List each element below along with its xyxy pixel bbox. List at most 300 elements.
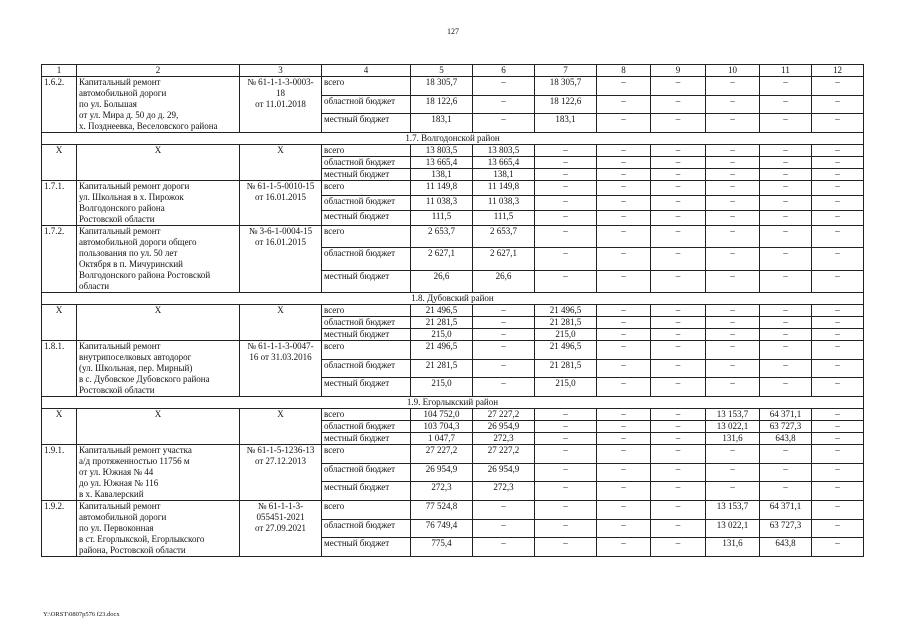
amount-cell: – bbox=[706, 211, 760, 226]
amount-cell: – bbox=[597, 95, 651, 114]
amount-cell: – bbox=[597, 211, 651, 226]
amount-cell: – bbox=[651, 421, 706, 433]
cell-line: от 16.01.2015 bbox=[254, 192, 307, 202]
row-number: 1.7.1. bbox=[42, 181, 77, 226]
column-number: 10 bbox=[706, 65, 760, 77]
cell-line: (ул. Школьная, пер. Мирный) bbox=[79, 363, 193, 373]
cell-line: в х. Кавалерский bbox=[79, 489, 144, 499]
cell-line: от 27.09.2021 bbox=[254, 523, 307, 533]
amount-cell: 2 627,1 bbox=[473, 248, 535, 270]
funding-source: местный бюджет bbox=[322, 538, 411, 557]
cell-line: Ростовской области bbox=[79, 214, 155, 224]
amount-cell: – bbox=[760, 248, 812, 270]
expertise-doc bbox=[240, 445, 322, 501]
table-row bbox=[42, 145, 864, 157]
cell-line: Х bbox=[154, 409, 162, 419]
amount-cell: – bbox=[651, 248, 706, 270]
amount-cell: – bbox=[651, 145, 706, 157]
object-name bbox=[77, 181, 240, 226]
amount-cell: – bbox=[812, 433, 864, 445]
amount-cell: 18 305,7 bbox=[411, 77, 473, 96]
amount-cell: – bbox=[473, 341, 535, 360]
amount-cell: – bbox=[473, 359, 535, 378]
amount-cell: 77 524,8 bbox=[411, 501, 473, 520]
amount-cell: – bbox=[760, 305, 812, 317]
amount-cell: – bbox=[760, 359, 812, 378]
amount-cell: 183,1 bbox=[535, 114, 597, 133]
amount-cell: – bbox=[812, 519, 864, 538]
amount-cell: 103 704,3 bbox=[411, 421, 473, 433]
row-number: 1.8.1. bbox=[42, 341, 77, 397]
funding-source: местный бюджет bbox=[322, 482, 411, 501]
amount-cell: – bbox=[597, 145, 651, 157]
amount-cell: – bbox=[760, 329, 812, 341]
row-number: Х bbox=[42, 145, 77, 181]
funding-source: областной бюджет bbox=[322, 196, 411, 211]
amount-cell: – bbox=[473, 519, 535, 538]
amount-cell: – bbox=[535, 145, 597, 157]
amount-cell: – bbox=[651, 226, 706, 248]
amount-cell: – bbox=[535, 445, 597, 464]
amount-cell: – bbox=[760, 317, 812, 329]
amount-cell: – bbox=[597, 482, 651, 501]
amount-cell: – bbox=[706, 95, 760, 114]
amount-cell: 26,6 bbox=[411, 270, 473, 292]
amount-cell: – bbox=[760, 145, 812, 157]
row-number: 1.9.1. bbox=[42, 445, 77, 501]
cell-line: Капитальный ремонт bbox=[79, 341, 161, 351]
amount-cell: 21 281,5 bbox=[411, 359, 473, 378]
amount-cell: – bbox=[812, 341, 864, 360]
object-name bbox=[77, 409, 240, 445]
amount-cell: 21 496,5 bbox=[411, 341, 473, 360]
amount-cell: 111,5 bbox=[473, 211, 535, 226]
amount-cell: – bbox=[597, 378, 651, 397]
amount-cell: – bbox=[535, 463, 597, 482]
amount-cell: – bbox=[535, 482, 597, 501]
amount-cell: – bbox=[706, 248, 760, 270]
amount-cell: – bbox=[812, 501, 864, 520]
amount-cell: – bbox=[473, 305, 535, 317]
amount-cell: 64 371,1 bbox=[760, 409, 812, 421]
amount-cell: 21 281,5 bbox=[535, 359, 597, 378]
funding-source: областной бюджет bbox=[322, 248, 411, 270]
amount-cell: 13 803,5 bbox=[473, 145, 535, 157]
funding-source: областной бюджет bbox=[322, 519, 411, 538]
amount-cell: – bbox=[812, 114, 864, 133]
amount-cell: – bbox=[597, 196, 651, 211]
column-number: 7 bbox=[535, 65, 597, 77]
amount-cell: – bbox=[473, 378, 535, 397]
expertise-doc bbox=[240, 181, 322, 226]
amount-cell: – bbox=[535, 196, 597, 211]
amount-cell: – bbox=[706, 305, 760, 317]
amount-cell: 2 653,7 bbox=[411, 226, 473, 248]
cell-line: от ул. Мира д. 50 до д. 29, bbox=[79, 110, 179, 120]
cell-line: № 61-1-5-1236-13 bbox=[246, 445, 315, 455]
amount-cell: 21 281,5 bbox=[535, 317, 597, 329]
amount-cell: 138,1 bbox=[473, 169, 535, 181]
amount-cell: – bbox=[651, 501, 706, 520]
amount-cell: – bbox=[473, 329, 535, 341]
column-number: 4 bbox=[322, 65, 411, 77]
amount-cell: – bbox=[706, 145, 760, 157]
cell-line: Капитальный ремонт дороги bbox=[79, 181, 190, 191]
amount-cell: – bbox=[706, 359, 760, 378]
amount-cell: – bbox=[706, 114, 760, 133]
expertise-doc bbox=[240, 77, 322, 133]
cell-line: № 61-1-1-3-0003- bbox=[247, 77, 314, 87]
table-row bbox=[42, 445, 864, 464]
amount-cell: 27 227,2 bbox=[473, 445, 535, 464]
amount-cell: – bbox=[651, 169, 706, 181]
amount-cell: 13 022,1 bbox=[706, 421, 760, 433]
funding-source: местный бюджет bbox=[322, 211, 411, 226]
amount-cell: 64 371,1 bbox=[760, 501, 812, 520]
funding-source: областной бюджет bbox=[322, 95, 411, 114]
expertise-doc bbox=[240, 341, 322, 397]
amount-cell: – bbox=[651, 181, 706, 196]
funding-source: областной бюджет bbox=[322, 317, 411, 329]
amount-cell: 76 749,4 bbox=[411, 519, 473, 538]
funding-source: всего bbox=[322, 77, 411, 96]
row-number: Х bbox=[42, 305, 77, 341]
cell-line: Капитальный ремонт bbox=[79, 226, 161, 236]
cell-line: х. Позднеевка, Веселовского района bbox=[79, 121, 218, 131]
amount-cell: – bbox=[651, 433, 706, 445]
cell-line: Октября в п. Мичуринский bbox=[79, 259, 183, 269]
funding-source: местный бюджет bbox=[322, 433, 411, 445]
amount-cell: – bbox=[597, 538, 651, 557]
amount-cell: – bbox=[535, 421, 597, 433]
funding-source: областной бюджет bbox=[322, 359, 411, 378]
amount-cell: 13 665,4 bbox=[473, 157, 535, 169]
amount-cell: – bbox=[706, 341, 760, 360]
amount-cell: – bbox=[812, 445, 864, 464]
cell-line: Капитальный ремонт участка bbox=[79, 445, 192, 455]
cell-line: от 16.01.2015 bbox=[254, 237, 307, 247]
cell-line: от 27.12.2013 bbox=[254, 456, 307, 466]
amount-cell: – bbox=[535, 519, 597, 538]
table-row bbox=[42, 181, 864, 196]
cell-line: а/д протяженностью 11756 м bbox=[79, 456, 190, 466]
cell-line: Х bbox=[277, 145, 284, 155]
amount-cell: – bbox=[812, 157, 864, 169]
amount-cell: – bbox=[812, 169, 864, 181]
amount-cell: – bbox=[706, 181, 760, 196]
funding-source: областной бюджет bbox=[322, 421, 411, 433]
column-number: 8 bbox=[597, 65, 651, 77]
section-title: 1.8. Дубовский район bbox=[42, 293, 864, 305]
column-number: 11 bbox=[760, 65, 812, 77]
amount-cell: 13 022,1 bbox=[706, 519, 760, 538]
amount-cell: – bbox=[535, 248, 597, 270]
cell-line: Х bbox=[154, 145, 162, 155]
amount-cell: 2 627,1 bbox=[411, 248, 473, 270]
amount-cell: 138,1 bbox=[411, 169, 473, 181]
section-title: 1.7. Волгодонской район bbox=[42, 133, 864, 145]
amount-cell: – bbox=[597, 226, 651, 248]
amount-cell: – bbox=[651, 329, 706, 341]
amount-cell: – bbox=[535, 501, 597, 520]
funding-source: областной бюджет bbox=[322, 157, 411, 169]
amount-cell: – bbox=[706, 169, 760, 181]
amount-cell: – bbox=[597, 329, 651, 341]
amount-cell: – bbox=[760, 157, 812, 169]
amount-cell: 11 149,8 bbox=[411, 181, 473, 196]
cell-line: Волгодонского района bbox=[79, 203, 165, 213]
amount-cell: – bbox=[812, 95, 864, 114]
object-name bbox=[77, 145, 240, 181]
column-number: 2 bbox=[77, 65, 240, 77]
amount-cell: – bbox=[651, 196, 706, 211]
cell-line: до ул. Южная № 116 bbox=[79, 478, 159, 488]
amount-cell: 11 038,3 bbox=[473, 196, 535, 211]
cell-line: от 11.01.2018 bbox=[255, 99, 306, 109]
cell-line: в с. Дубовское Дубовского района bbox=[79, 374, 210, 384]
amount-cell: – bbox=[706, 329, 760, 341]
cell-line: 16 от 31.03.2016 bbox=[249, 352, 312, 362]
cell-line: Ростовской области bbox=[79, 385, 155, 395]
amount-cell: – bbox=[706, 463, 760, 482]
section-title: 1.9. Егорлыкский район bbox=[42, 397, 864, 409]
funding-source: местный бюджет bbox=[322, 270, 411, 292]
amount-cell: – bbox=[597, 421, 651, 433]
amount-cell: 21 281,5 bbox=[411, 317, 473, 329]
amount-cell: – bbox=[706, 226, 760, 248]
expertise-doc bbox=[240, 226, 322, 293]
amount-cell: 26,6 bbox=[473, 270, 535, 292]
column-number: 12 bbox=[812, 65, 864, 77]
amount-cell: – bbox=[651, 445, 706, 464]
amount-cell: 21 496,5 bbox=[411, 305, 473, 317]
amount-cell: – bbox=[760, 378, 812, 397]
row-number: Х bbox=[42, 409, 77, 445]
amount-cell: – bbox=[651, 317, 706, 329]
amount-cell: – bbox=[812, 145, 864, 157]
amount-cell: 215,0 bbox=[411, 378, 473, 397]
amount-cell: 272,3 bbox=[411, 482, 473, 501]
amount-cell: – bbox=[812, 409, 864, 421]
amount-cell: – bbox=[812, 421, 864, 433]
expertise-doc bbox=[240, 409, 322, 445]
table-row bbox=[42, 77, 864, 96]
amount-cell: 21 496,5 bbox=[535, 341, 597, 360]
amount-cell: – bbox=[597, 341, 651, 360]
amount-cell: – bbox=[597, 501, 651, 520]
funding-source: местный бюджет bbox=[322, 378, 411, 397]
amount-cell: – bbox=[473, 114, 535, 133]
object-name bbox=[77, 445, 240, 501]
amount-cell: – bbox=[812, 248, 864, 270]
funding-source: местный бюджет bbox=[322, 114, 411, 133]
amount-cell: – bbox=[760, 463, 812, 482]
cell-line: № 61-1-1-3- bbox=[257, 501, 304, 511]
amount-cell: – bbox=[651, 157, 706, 169]
amount-cell: – bbox=[535, 433, 597, 445]
amount-cell: – bbox=[597, 77, 651, 96]
amount-cell: – bbox=[597, 433, 651, 445]
object-name bbox=[77, 341, 240, 397]
column-numbers-row bbox=[42, 65, 864, 77]
amount-cell: 272,3 bbox=[473, 482, 535, 501]
funding-source: местный бюджет bbox=[322, 329, 411, 341]
cell-line: Капитальный ремонт bbox=[79, 77, 161, 87]
amount-cell: 2 653,7 bbox=[473, 226, 535, 248]
table-row bbox=[42, 501, 864, 520]
row-number: 1.9.2. bbox=[42, 501, 77, 557]
amount-cell: 63 727,3 bbox=[760, 519, 812, 538]
amount-cell: – bbox=[597, 463, 651, 482]
column-number: 6 bbox=[473, 65, 535, 77]
table-row bbox=[42, 341, 864, 360]
row-number: 1.6.2. bbox=[42, 77, 77, 133]
cell-line: № 61-1-1-3-0047- bbox=[247, 341, 314, 351]
amount-cell: – bbox=[760, 95, 812, 114]
cell-line: автомобильной дороги bbox=[79, 512, 167, 522]
amount-cell: – bbox=[651, 519, 706, 538]
amount-cell: – bbox=[812, 482, 864, 501]
section-row bbox=[42, 293, 864, 305]
amount-cell: – bbox=[651, 482, 706, 501]
amount-cell: – bbox=[812, 359, 864, 378]
amount-cell: – bbox=[597, 248, 651, 270]
cell-line: Капитальный ремонт bbox=[79, 501, 161, 511]
amount-cell: 26 954,9 bbox=[473, 421, 535, 433]
amount-cell: – bbox=[651, 463, 706, 482]
section-row bbox=[42, 133, 864, 145]
amount-cell: – bbox=[597, 169, 651, 181]
amount-cell: 21 496,5 bbox=[535, 305, 597, 317]
amount-cell: – bbox=[597, 519, 651, 538]
object-name bbox=[77, 305, 240, 341]
amount-cell: – bbox=[812, 270, 864, 292]
amount-cell: 215,0 bbox=[535, 378, 597, 397]
amount-cell: 11 149,8 bbox=[473, 181, 535, 196]
amount-cell: – bbox=[597, 359, 651, 378]
expertise-doc bbox=[240, 305, 322, 341]
amount-cell: – bbox=[812, 317, 864, 329]
amount-cell: 13 153,7 bbox=[706, 501, 760, 520]
cell-line: Волгодонского района Ростовской bbox=[79, 270, 211, 280]
amount-cell: – bbox=[535, 169, 597, 181]
amount-cell: – bbox=[812, 305, 864, 317]
section-row bbox=[42, 397, 864, 409]
amount-cell: – bbox=[651, 378, 706, 397]
amount-cell: – bbox=[473, 538, 535, 557]
row-number: 1.7.2. bbox=[42, 226, 77, 293]
object-name bbox=[77, 501, 240, 557]
budget-table bbox=[41, 64, 864, 557]
cell-line: 18 bbox=[276, 88, 285, 98]
amount-cell: – bbox=[812, 77, 864, 96]
amount-cell: 643,8 bbox=[760, 538, 812, 557]
amount-cell: – bbox=[812, 329, 864, 341]
amount-cell: – bbox=[706, 317, 760, 329]
amount-cell: – bbox=[597, 181, 651, 196]
funding-source: всего bbox=[322, 445, 411, 464]
amount-cell: – bbox=[651, 114, 706, 133]
amount-cell: – bbox=[760, 169, 812, 181]
column-number: 1 bbox=[42, 65, 77, 77]
column-number: 5 bbox=[411, 65, 473, 77]
amount-cell: – bbox=[597, 317, 651, 329]
amount-cell: – bbox=[597, 157, 651, 169]
amount-cell: – bbox=[651, 409, 706, 421]
amount-cell: 27 227,2 bbox=[473, 409, 535, 421]
cell-line: автомобильной дороги общего bbox=[79, 237, 197, 247]
object-name bbox=[77, 226, 240, 293]
funding-source: областной бюджет bbox=[322, 463, 411, 482]
cell-line: № 3-6-1-0004-15 bbox=[248, 226, 313, 236]
amount-cell: 26 954,9 bbox=[473, 463, 535, 482]
amount-cell: – bbox=[812, 181, 864, 196]
amount-cell: – bbox=[812, 378, 864, 397]
amount-cell: 13 153,7 bbox=[706, 409, 760, 421]
funding-source: всего bbox=[322, 409, 411, 421]
cell-line: по ул. Первоконная bbox=[79, 523, 154, 533]
amount-cell: 18 305,7 bbox=[535, 77, 597, 96]
object-name bbox=[77, 77, 240, 133]
amount-cell: – bbox=[651, 77, 706, 96]
amount-cell: – bbox=[760, 341, 812, 360]
cell-line: Х bbox=[277, 305, 284, 315]
amount-cell: 131,6 bbox=[706, 433, 760, 445]
amount-cell: – bbox=[812, 538, 864, 557]
funding-source: всего bbox=[322, 226, 411, 248]
amount-cell: – bbox=[760, 445, 812, 464]
amount-cell: 131,6 bbox=[706, 538, 760, 557]
amount-cell: – bbox=[535, 181, 597, 196]
amount-cell: – bbox=[812, 196, 864, 211]
amount-cell: 13 803,5 bbox=[411, 145, 473, 157]
amount-cell: – bbox=[706, 157, 760, 169]
amount-cell: – bbox=[473, 501, 535, 520]
funding-source: всего bbox=[322, 305, 411, 317]
amount-cell: – bbox=[597, 409, 651, 421]
amount-cell: – bbox=[812, 463, 864, 482]
amount-cell: 215,0 bbox=[411, 329, 473, 341]
amount-cell: – bbox=[706, 445, 760, 464]
amount-cell: – bbox=[706, 270, 760, 292]
amount-cell: 643,8 bbox=[760, 433, 812, 445]
amount-cell: 27 227,2 bbox=[411, 445, 473, 464]
amount-cell: 1 047,7 bbox=[411, 433, 473, 445]
cell-line: Х bbox=[154, 305, 162, 315]
amount-cell: – bbox=[706, 196, 760, 211]
amount-cell: – bbox=[651, 341, 706, 360]
amount-cell: 18 122,6 bbox=[535, 95, 597, 114]
amount-cell: – bbox=[760, 211, 812, 226]
page-number: 127 bbox=[447, 27, 459, 36]
table-row bbox=[42, 226, 864, 248]
amount-cell: – bbox=[760, 196, 812, 211]
amount-cell: – bbox=[760, 114, 812, 133]
amount-cell: 13 665,4 bbox=[411, 157, 473, 169]
expertise-doc bbox=[240, 501, 322, 557]
amount-cell: – bbox=[760, 270, 812, 292]
amount-cell: 18 122,6 bbox=[411, 95, 473, 114]
amount-cell: 775,4 bbox=[411, 538, 473, 557]
amount-cell: – bbox=[651, 359, 706, 378]
table-row bbox=[42, 409, 864, 421]
amount-cell: – bbox=[597, 445, 651, 464]
amount-cell: – bbox=[706, 378, 760, 397]
amount-cell: – bbox=[760, 482, 812, 501]
amount-cell: – bbox=[651, 211, 706, 226]
amount-cell: – bbox=[706, 482, 760, 501]
funding-source: всего bbox=[322, 341, 411, 360]
